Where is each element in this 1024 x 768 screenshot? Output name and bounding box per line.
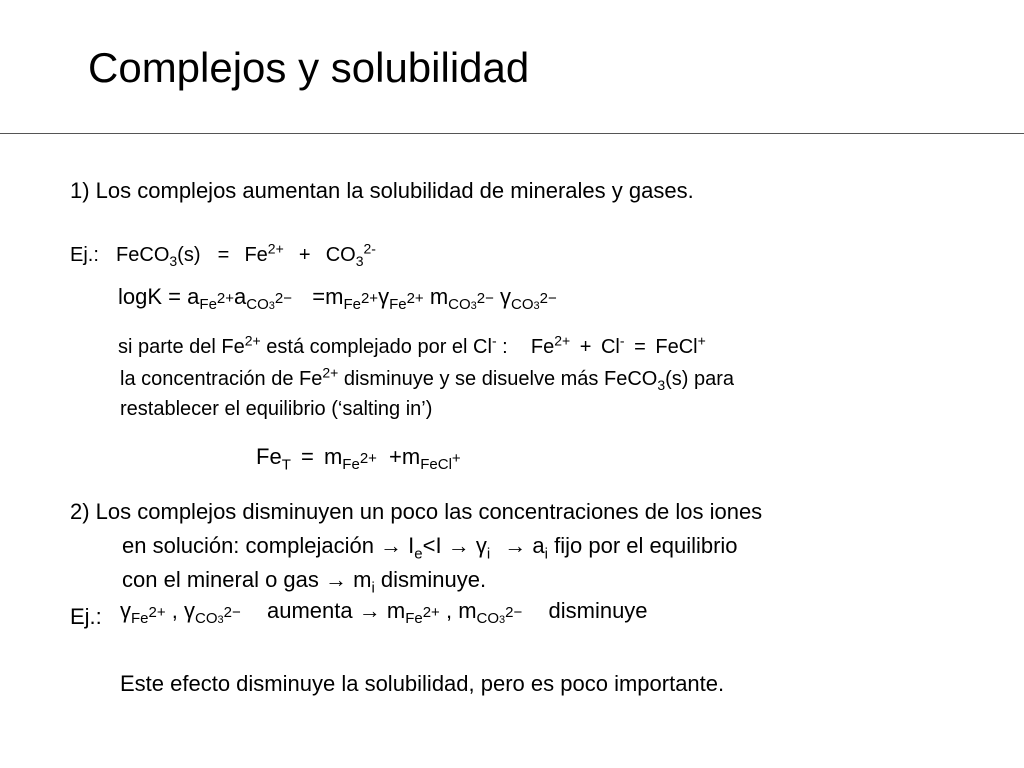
point-2-line-2: en solución: complejación → $I_e<I \to \gamma_i \to a_i$ fijo por el equilibrio (122, 533, 738, 563)
plus-sign: + (298, 244, 311, 266)
arrow-icon: → (504, 533, 527, 558)
arrow-icon: → (447, 533, 470, 558)
point-1-text: 1) Los complejos aumentan la solubilidad de minerales y gases. (70, 178, 694, 203)
equals-sign: = (217, 244, 230, 266)
anion: $CO_3^{2-}$ (325, 240, 376, 269)
arrow-icon: → (358, 598, 381, 623)
concentration-note: la concentración de $Fe^{2+}$ disminuye y se disuelve más FeCO$_3$(s) para (120, 364, 735, 393)
example-2-label: Ej.: (70, 604, 102, 629)
point-2-line-1: 2) Los complejos disminuyen un poco las concentraciones de los iones (70, 499, 763, 524)
conclusion-text: Este efecto disminuye la solubilidad, pero es poco importante. (120, 671, 725, 696)
logk-equation: $\log K = a_{Fe^{2+}}a_{CO3^{2-}} =m_{Fe^{2+}}\gamma_{Fe^{2+}}$ $m_{CO3^{2-}}$ $\gamma_{CO3^{2-}}$ (118, 284, 557, 314)
example-label: Ej.: (70, 244, 99, 266)
complexation-note: si parte del $Fe^{2+}$ está complejado por el Cl- : $Fe^{2+} + Cl^-$ = FeCl+ (118, 332, 706, 358)
title-divider (0, 133, 1024, 134)
complexation-reaction: $Fe^{2+} + Cl^-$ = FeCl+ (530, 332, 706, 358)
cation: $Fe^{2+}$ (244, 240, 284, 266)
page-title: Complejos y solubilidad (88, 44, 530, 91)
arrow-icon: → (325, 567, 347, 592)
example-1-reaction (70, 240, 376, 269)
salting-in-note: restablecer el equilibrio (‘salting in’) (120, 398, 433, 420)
example-2-expression: $\gamma_{Fe^{2+}}$ , $\gamma_{CO3^{2-}}$ aumenta → $m_{Fe^{2+}}$ , $m_{CO3^{2-}}$ disminuye (120, 598, 648, 628)
mineral-formula: FeCO$_3$(s) (116, 244, 201, 269)
arrow-icon: → (380, 533, 403, 558)
total-iron-equation: $Fe_T = m_{Fe^{2+}} +m_{FeCl^+}$ (256, 444, 461, 474)
point-2-line-3: con el mineral o gas → $m_i$ disminuye. (122, 567, 487, 597)
